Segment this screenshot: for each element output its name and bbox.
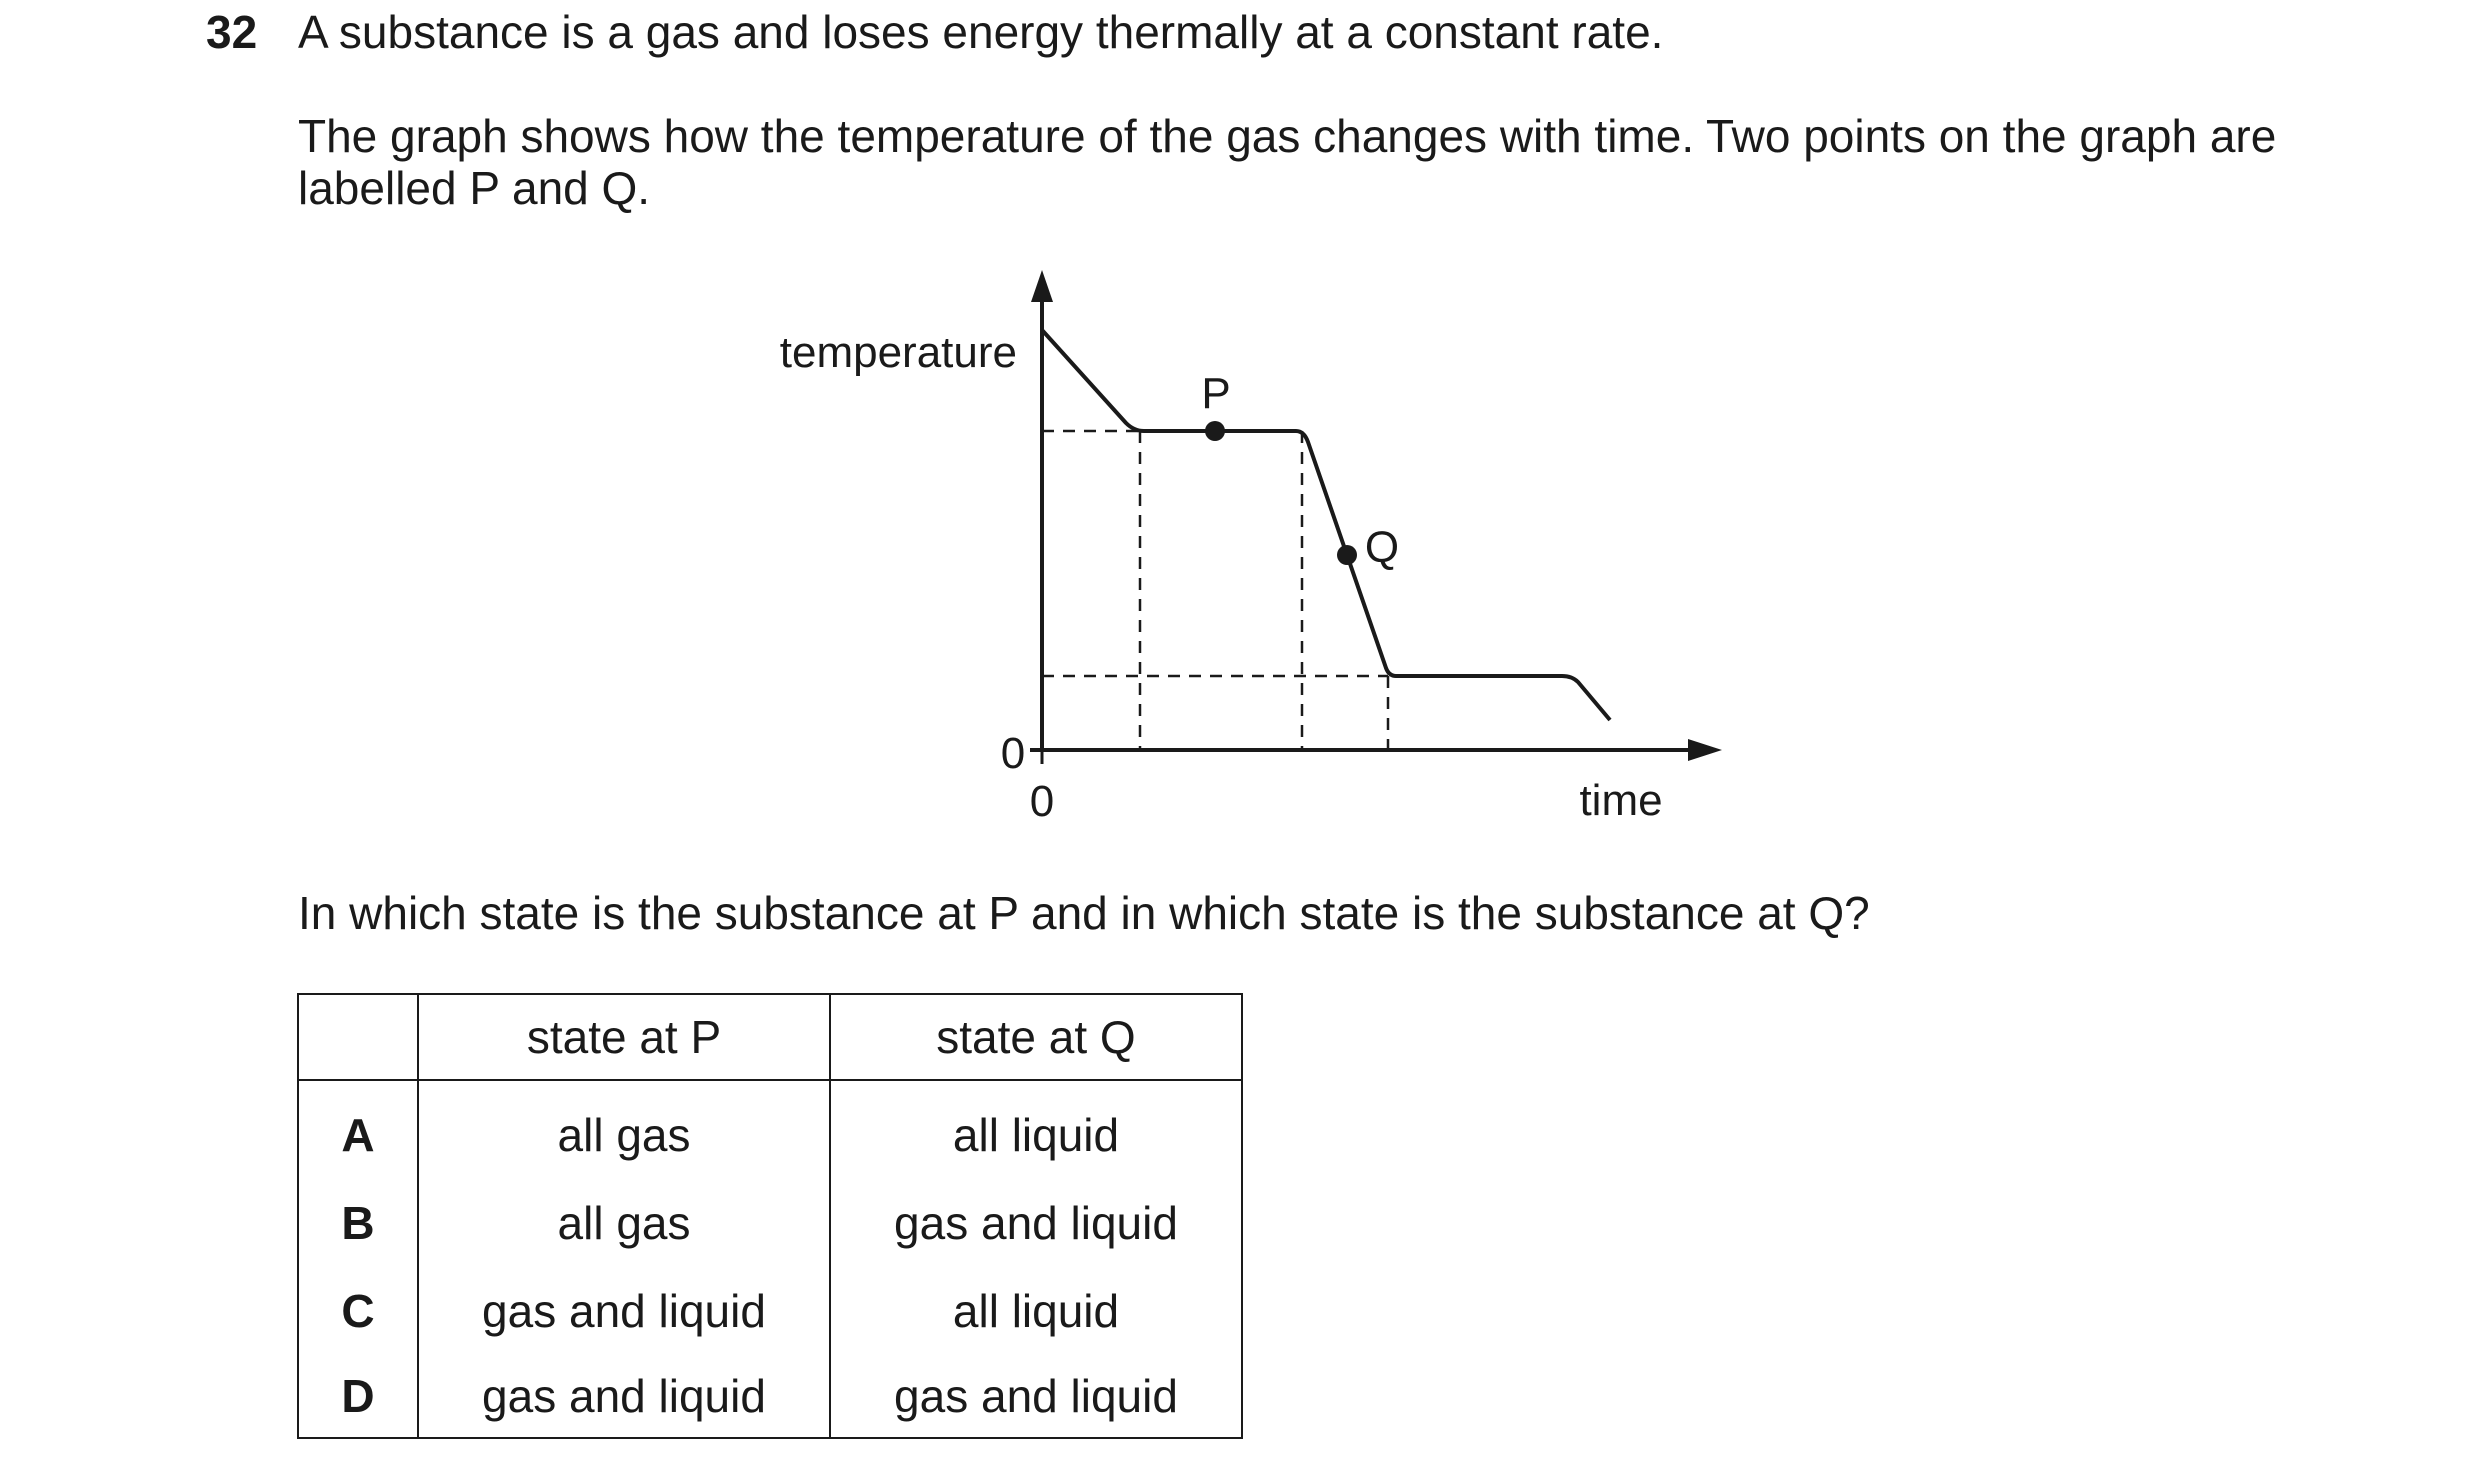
question-prompt: In which state is the substance at P and in which state is the substance at Q?	[298, 887, 1870, 939]
point-p-label: P	[1201, 369, 1231, 418]
option-state-p: all gas	[418, 1080, 830, 1179]
option-row-c[interactable]	[298, 1267, 1242, 1355]
header-state-at-p: state at P	[418, 994, 830, 1080]
x-origin-label: 0	[1029, 777, 1055, 826]
point-q-label: Q	[1364, 523, 1400, 572]
point-q-marker	[1337, 545, 1357, 565]
option-state-p: gas and liquid	[418, 1267, 830, 1355]
option-letter: D	[298, 1355, 418, 1438]
point-p-marker	[1205, 421, 1225, 441]
option-state-q: gas and liquid	[830, 1355, 1242, 1438]
y-origin-label: 0	[1000, 729, 1026, 778]
cooling-curve	[1042, 330, 1610, 720]
option-row-b[interactable]	[298, 1179, 1242, 1267]
option-row-d[interactable]	[298, 1355, 1242, 1438]
option-state-q: gas and liquid	[830, 1179, 1242, 1267]
header-state-at-q: state at Q	[830, 994, 1242, 1080]
header-blank-cell	[298, 994, 418, 1080]
question-stem-line-1: A substance is a gas and loses energy thermally at a constant rate.	[298, 6, 1664, 58]
question-number: 32	[206, 6, 258, 58]
option-state-p: all gas	[418, 1179, 830, 1267]
option-state-q: all liquid	[830, 1080, 1242, 1179]
y-axis-arrowhead	[1031, 270, 1053, 302]
table-header-row	[298, 994, 1242, 1080]
question-stem-line-2: The graph shows how the temperature of the gas changes with time. Two points on the graph are labelled P and Q.	[298, 110, 2277, 214]
option-state-p: gas and liquid	[418, 1355, 830, 1438]
y-axis-label: temperature	[779, 328, 1017, 377]
answer-options-table	[297, 993, 1243, 1439]
option-letter: C	[298, 1267, 418, 1355]
option-letter: A	[298, 1080, 418, 1179]
x-axis-arrowhead	[1688, 739, 1722, 761]
dashed-guide-lines	[1042, 431, 1388, 750]
option-letter: B	[298, 1179, 418, 1267]
x-axis-label: time	[1579, 776, 1663, 825]
option-row-a[interactable]	[298, 1080, 1242, 1179]
option-state-q: all liquid	[830, 1267, 1242, 1355]
